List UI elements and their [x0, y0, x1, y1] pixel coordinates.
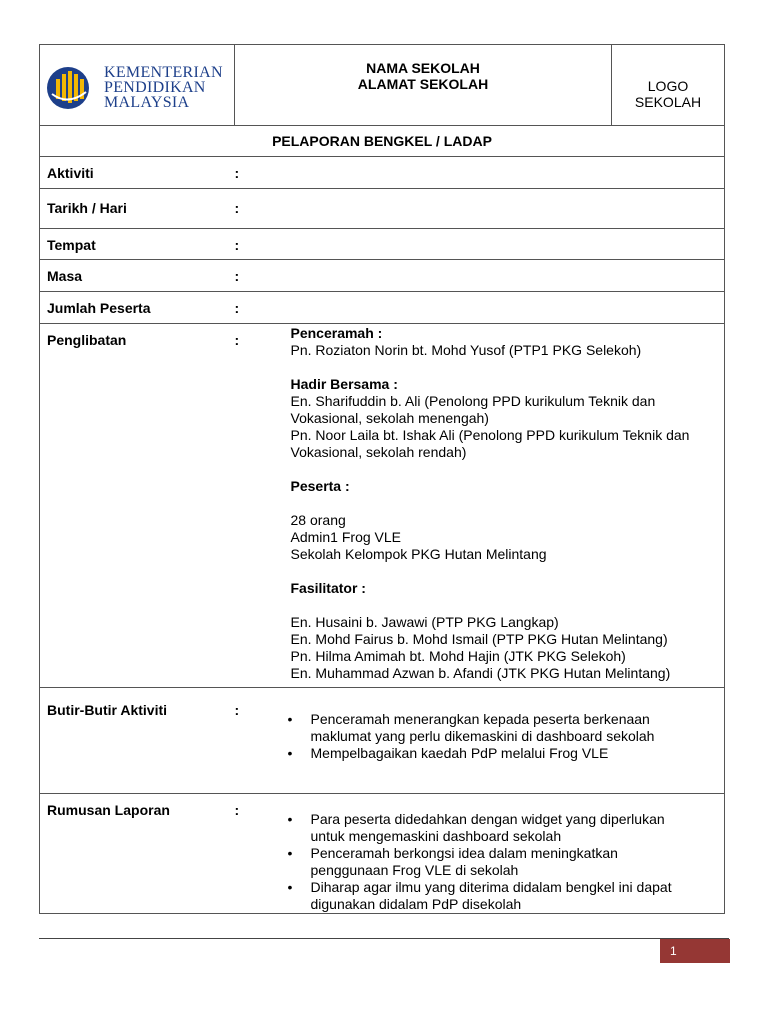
- colon: :: [235, 324, 285, 688]
- colon: :: [235, 229, 285, 260]
- value-aktiviti[interactable]: [285, 157, 725, 189]
- value-butir-aktiviti: [285, 688, 725, 794]
- logo-placeholder-line-1: LOGO: [647, 78, 689, 94]
- label-masa: Masa: [40, 260, 235, 292]
- penceramah-name: Pn. Roziaton Norin bt. Mohd Yusof (PTP1 PKG Selekoh): [290, 342, 642, 358]
- butir-item: • Penceramah menerangkan kepada peserta berkenaan maklumat yang perlu dikemaskini di dashboard sekolah: [285, 711, 685, 745]
- row-aktiviti: [40, 157, 725, 189]
- label-jumlah-peserta: Jumlah Peserta: [40, 292, 235, 324]
- fasilitator-item: Pn. Hilma Amimah bt. Mohd Hajin (JTK PKG Selekoh): [290, 648, 626, 664]
- label-butir-aktiviti: Butir-Butir Aktiviti: [40, 688, 235, 794]
- rumusan-item: • Penceramah berkongsi idea dalam meningkatkan penggunaan Frog VLE di sekolah: [285, 845, 695, 879]
- colon: :: [235, 157, 285, 189]
- report-form: [39, 44, 723, 914]
- fasilitator-item: En. Muhammad Azwan b. Afandi (JTK PKG Hutan Melintang): [290, 665, 671, 681]
- school-address: ALAMAT SEKOLAH: [357, 76, 489, 92]
- school-info-cell: [235, 45, 612, 126]
- row-tarikh: [40, 189, 725, 229]
- rumusan-item: • Diharap agar ilmu yang diterima didalam bengkel ini dapat digunakan didalam PdP disekolah: [285, 879, 695, 913]
- value-rumusan-laporan: [285, 794, 725, 914]
- value-tarikh[interactable]: [285, 189, 725, 229]
- title-row: [40, 126, 725, 157]
- row-penglibatan: [40, 324, 725, 688]
- peserta-item: Admin1 Frog VLE: [290, 529, 401, 545]
- hadir-heading: Hadir Bersama :: [290, 376, 398, 392]
- report-table: [39, 44, 725, 914]
- header-row: [40, 45, 725, 126]
- value-penglibatan: [285, 324, 725, 688]
- row-jumlah-peserta: [40, 292, 725, 324]
- ministry-logo: [46, 65, 223, 110]
- ministry-line-3: MALAYSIA: [104, 94, 190, 111]
- logo-placeholder-line-2: SEKOLAH: [634, 94, 702, 110]
- colon: :: [235, 189, 285, 229]
- row-masa: [40, 260, 725, 292]
- label-tarikh: Tarikh / Hari: [40, 189, 235, 229]
- fasilitator-heading: Fasilitator :: [290, 580, 366, 596]
- row-rumusan-laporan: [40, 794, 725, 914]
- ministry-line-2: PENDIDIKAN: [104, 79, 206, 96]
- hadir-item: En. Sharifuddin b. Ali (Penolong PPD kurikulum Teknik dan Vokasional, sekolah menengah): [290, 393, 656, 426]
- footer-divider: [39, 938, 729, 939]
- label-rumusan-laporan: Rumusan Laporan: [40, 794, 235, 914]
- label-penglibatan: Penglibatan: [40, 324, 235, 688]
- ministry-emblem-icon: [46, 66, 98, 110]
- ministry-line-1: KEMENTERIAN: [104, 64, 223, 81]
- peserta-heading: Peserta :: [290, 478, 350, 494]
- butir-item: • Mempelbagaikan kaedah PdP melalui Frog VLE: [285, 745, 685, 762]
- value-masa[interactable]: [285, 260, 725, 292]
- value-tempat[interactable]: [285, 229, 725, 260]
- colon: :: [235, 292, 285, 324]
- ministry-logo-cell: [40, 45, 235, 126]
- school-logo-placeholder: [612, 45, 725, 126]
- page-number-badge: 1: [660, 939, 730, 963]
- peserta-item: 28 orang: [290, 512, 346, 528]
- label-aktiviti: Aktiviti: [40, 157, 235, 189]
- hadir-item: Pn. Noor Laila bt. Ishak Ali (Penolong PPD kurikulum Teknik dan Vokasional, sekolah rendah): [290, 427, 690, 460]
- fasilitator-item: En. Husaini b. Jawawi (PTP PKG Langkap): [290, 614, 559, 630]
- school-name: NAMA SEKOLAH: [366, 60, 480, 76]
- colon: :: [235, 794, 285, 914]
- rumusan-item: • Para peserta didedahkan dengan widget yang diperlukan untuk mengemaskini dashboard sekolah: [285, 811, 695, 845]
- row-tempat: [40, 229, 725, 260]
- label-tempat: Tempat: [40, 229, 235, 260]
- row-butir-aktiviti: [40, 688, 725, 794]
- fasilitator-item: En. Mohd Fairus b. Mohd Ismail (PTP PKG Hutan Melintang): [290, 631, 668, 647]
- report-title: PELAPORAN BENGKEL / LADAP: [40, 126, 725, 157]
- peserta-item: Sekolah Kelompok PKG Hutan Melintang: [290, 546, 547, 562]
- colon: :: [235, 260, 285, 292]
- value-jumlah-peserta[interactable]: [285, 292, 725, 324]
- penceramah-heading: Penceramah :: [290, 325, 383, 341]
- ministry-wordmark: [104, 65, 223, 110]
- colon: :: [235, 688, 285, 794]
